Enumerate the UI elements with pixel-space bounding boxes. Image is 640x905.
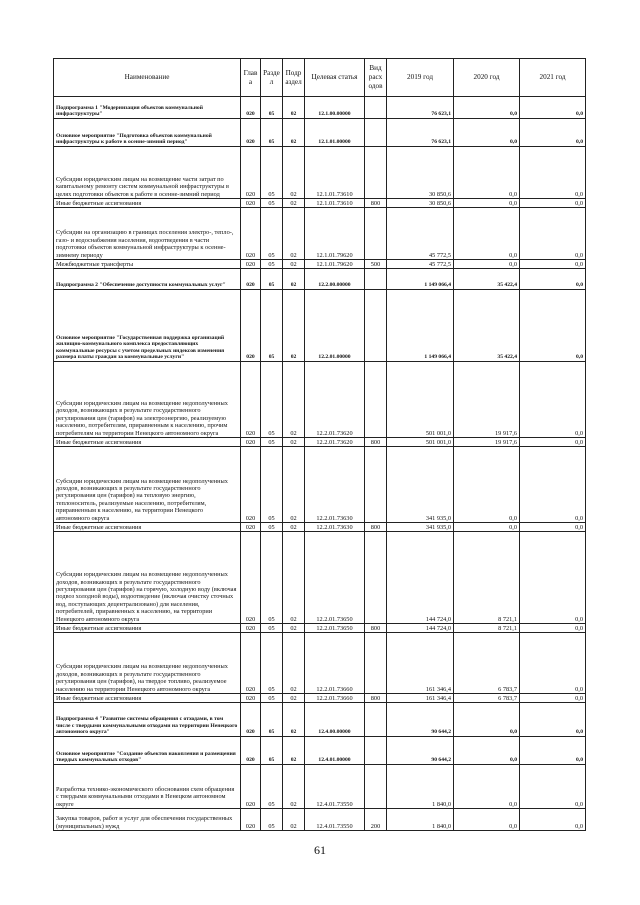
amount-2020-cell: 0,0 [454, 260, 520, 269]
amount-2019-cell: 501 001,0 [387, 362, 454, 438]
razdel-cell: 05 [261, 624, 283, 633]
razdel-cell: 05 [261, 809, 283, 831]
amount-2019-cell: 30 850,6 [387, 147, 454, 199]
amount-2021-cell: 0,0 [520, 438, 586, 447]
amount-2021-cell: 0,0 [520, 523, 586, 532]
glava-cell: 020 [241, 438, 261, 447]
amount-2019-cell: 90 644,2 [387, 703, 454, 737]
target-article-cell: 12.1.00.00000 [305, 97, 365, 119]
amount-2020-cell: 6 783,7 [454, 633, 520, 694]
amount-2021-cell: 0,0 [520, 809, 586, 831]
table-row [54, 523, 586, 532]
header-2019: 2019 год [387, 59, 454, 97]
razdel-cell: 05 [261, 208, 283, 260]
expense-type-cell [365, 633, 387, 694]
podrazdel-cell: 02 [283, 269, 305, 290]
amount-2020-cell: 0,0 [454, 208, 520, 260]
amount-2019-cell: 144 724,0 [387, 624, 454, 633]
glava-cell: 020 [241, 199, 261, 208]
razdel-cell: 05 [261, 260, 283, 269]
name-cell: Основное мероприятие "Подготовка объектов коммунальной инфраструктуры к работе в осенне-зимний период" [54, 119, 241, 147]
glava-cell: 020 [241, 624, 261, 633]
header-expense-type: Вид расх одов [365, 59, 387, 97]
table-row [54, 147, 586, 199]
amount-2020-cell: 35 422,4 [454, 269, 520, 290]
razdel-cell: 05 [261, 269, 283, 290]
podrazdel-cell: 02 [283, 523, 305, 532]
razdel-cell: 05 [261, 765, 283, 809]
target-article-cell: 12.2.01.73630 [305, 447, 365, 523]
amount-2021-cell: 0,0 [520, 737, 586, 765]
glava-cell: 020 [241, 269, 261, 290]
amount-2020-cell: 0,0 [454, 199, 520, 208]
amount-2020-cell: 19 917,6 [454, 438, 520, 447]
razdel-cell: 05 [261, 703, 283, 737]
header-name: Наименование [54, 59, 241, 97]
table-header-row [54, 59, 586, 97]
podrazdel-cell: 02 [283, 97, 305, 119]
amount-2021-cell: 0,0 [520, 97, 586, 119]
name-cell: Субсидии юридическим лицам на возмещение недополученных доходов, возникающих в результате государственного регулирования цен (тарифов), на твердое топливо, реализуемое населению на территории Ненецкого автономного округа [54, 633, 241, 694]
table-row [54, 438, 586, 447]
expense-type-cell [365, 290, 387, 362]
expense-type-cell [365, 765, 387, 809]
podrazdel-cell: 02 [283, 438, 305, 447]
glava-cell: 020 [241, 147, 261, 199]
expense-type-cell [365, 147, 387, 199]
razdel-cell: 05 [261, 147, 283, 199]
amount-2019-cell: 90 644,2 [387, 737, 454, 765]
amount-2021-cell: 0,0 [520, 260, 586, 269]
target-article-cell: 12.2.01.73660 [305, 633, 365, 694]
amount-2019-cell: 30 850,6 [387, 199, 454, 208]
target-article-cell: 12.1.01.00000 [305, 119, 365, 147]
table-row [54, 532, 586, 624]
target-article-cell: 12.4.01.73550 [305, 809, 365, 831]
table-row [54, 269, 586, 290]
razdel-cell: 05 [261, 438, 283, 447]
amount-2020-cell: 0,0 [454, 97, 520, 119]
amount-2021-cell: 0,0 [520, 703, 586, 737]
glava-cell: 020 [241, 523, 261, 532]
amount-2020-cell: 19 917,6 [454, 362, 520, 438]
podrazdel-cell: 02 [283, 703, 305, 737]
table-body [54, 97, 586, 831]
podrazdel-cell: 02 [283, 737, 305, 765]
name-cell: Иные бюджетные ассигнования [54, 438, 241, 447]
name-cell: Субсидии юридическим лицам на возмещение недополученных доходов, возникающих в результате государственного регулирования цен (тарифов) на горячую, холодную воду (включая подвоз холодной воды), водоотведение (включая очистку сточных вод, поступающих децентрализовано) для населения, потребителей, приравненных к населению, на территории Ненецкого автономного округа [54, 532, 241, 624]
amount-2019-cell: 45 772,5 [387, 260, 454, 269]
name-cell: Основное мероприятие "Государственная поддержка организаций жилищно-коммунального комплекса предоставляющих коммунальные ресурсы с учетом предельных индексов изменения размера платы граждан за коммунальные услуги" [54, 290, 241, 362]
name-cell: Подпрограмма 1 "Модернизация объектов коммунальной инфраструктуры" [54, 97, 241, 119]
razdel-cell: 05 [261, 523, 283, 532]
expense-type-cell [365, 119, 387, 147]
amount-2021-cell: 0,0 [520, 269, 586, 290]
amount-2021-cell: 0,0 [520, 208, 586, 260]
table-row [54, 765, 586, 809]
name-cell: Иные бюджетные ассигнования [54, 199, 241, 208]
table-row [54, 97, 586, 119]
expense-type-cell [365, 362, 387, 438]
amount-2020-cell: 0,0 [454, 523, 520, 532]
expense-type-cell [365, 703, 387, 737]
amount-2019-cell: 76 623,1 [387, 97, 454, 119]
amount-2021-cell: 0,0 [520, 624, 586, 633]
expense-type-cell [365, 97, 387, 119]
expense-type-cell: 500 [365, 260, 387, 269]
amount-2021-cell: 0,0 [520, 765, 586, 809]
podrazdel-cell: 02 [283, 532, 305, 624]
budget-table [53, 58, 586, 831]
header-razdel: Разде л [261, 59, 283, 97]
amount-2020-cell: 0,0 [454, 703, 520, 737]
table-row [54, 208, 586, 260]
name-cell: Иные бюджетные ассигнования [54, 624, 241, 633]
header-target-article: Целевая статья [305, 59, 365, 97]
glava-cell: 020 [241, 809, 261, 831]
table-row [54, 447, 586, 523]
amount-2020-cell: 8 721,1 [454, 532, 520, 624]
glava-cell: 020 [241, 119, 261, 147]
target-article-cell: 12.1.01.73610 [305, 199, 365, 208]
podrazdel-cell: 02 [283, 260, 305, 269]
amount-2020-cell: 0,0 [454, 809, 520, 831]
razdel-cell: 05 [261, 119, 283, 147]
amount-2021-cell: 0,0 [520, 447, 586, 523]
amount-2021-cell: 0,0 [520, 633, 586, 694]
amount-2021-cell: 0,0 [520, 532, 586, 624]
amount-2020-cell: 8 721,1 [454, 624, 520, 633]
target-article-cell: 12.2.01.73650 [305, 532, 365, 624]
expense-type-cell [365, 447, 387, 523]
amount-2020-cell: 0,0 [454, 147, 520, 199]
amount-2019-cell: 1 149 066,4 [387, 290, 454, 362]
amount-2021-cell: 0,0 [520, 694, 586, 703]
razdel-cell: 05 [261, 532, 283, 624]
glava-cell: 020 [241, 447, 261, 523]
razdel-cell: 05 [261, 290, 283, 362]
podrazdel-cell: 02 [283, 208, 305, 260]
name-cell: Основное мероприятие "Создание объектов накопления и размещения твердых коммунальных отходов" [54, 737, 241, 765]
expense-type-cell [365, 737, 387, 765]
table-row [54, 290, 586, 362]
table-row [54, 199, 586, 208]
name-cell: Подпрограмма 4 "Развитие системы обращения с отходами, в том числе с твердыми коммунальными отходами на территории Ненецкого автономного округа" [54, 703, 241, 737]
target-article-cell: 12.2.00.00000 [305, 269, 365, 290]
name-cell: Межбюджетные трансферты [54, 260, 241, 269]
target-article-cell: 12.2.01.73650 [305, 624, 365, 633]
table-row [54, 737, 586, 765]
name-cell: Субсидии на организацию в границах поселения электро-, тепло-, газо- и водоснабжения населения, водоотведения в части подготовки объектов коммунальной инфраструктуры к осенне-зимнему периоду [54, 208, 241, 260]
page-number: 61 [314, 843, 326, 857]
target-article-cell: 12.1.01.79620 [305, 208, 365, 260]
name-cell: Иные бюджетные ассигнования [54, 694, 241, 703]
podrazdel-cell: 02 [283, 809, 305, 831]
amount-2019-cell: 1 840,0 [387, 765, 454, 809]
header-2021: 2021 год [520, 59, 586, 97]
name-cell: Субсидии юридическим лицам на возмещение части затрат по капитальному ремонту систем коммунальной инфраструктуры в целях подготовки объектов к работе в осенне-зимний период [54, 147, 241, 199]
amount-2019-cell: 341 935,0 [387, 447, 454, 523]
amount-2019-cell: 341 935,0 [387, 523, 454, 532]
target-article-cell: 12.1.01.73610 [305, 147, 365, 199]
header-glava: Глав а [241, 59, 261, 97]
podrazdel-cell: 02 [283, 362, 305, 438]
podrazdel-cell: 02 [283, 119, 305, 147]
expense-type-cell [365, 208, 387, 260]
table-row [54, 633, 586, 694]
table-row [54, 119, 586, 147]
podrazdel-cell: 02 [283, 199, 305, 208]
glava-cell: 020 [241, 737, 261, 765]
expense-type-cell: 800 [365, 523, 387, 532]
podrazdel-cell: 02 [283, 147, 305, 199]
expense-type-cell [365, 532, 387, 624]
amount-2019-cell: 161 346,4 [387, 633, 454, 694]
podrazdel-cell: 02 [283, 290, 305, 362]
target-article-cell: 12.2.01.00000 [305, 290, 365, 362]
table-row [54, 260, 586, 269]
target-article-cell: 12.2.01.73660 [305, 694, 365, 703]
amount-2020-cell: 0,0 [454, 447, 520, 523]
target-article-cell: 12.2.01.73620 [305, 438, 365, 447]
expense-type-cell: 800 [365, 438, 387, 447]
target-article-cell: 12.4.01.73550 [305, 765, 365, 809]
razdel-cell: 05 [261, 694, 283, 703]
podrazdel-cell: 02 [283, 694, 305, 703]
table-row [54, 694, 586, 703]
amount-2021-cell: 0,0 [520, 290, 586, 362]
amount-2019-cell: 1 840,0 [387, 809, 454, 831]
table-row [54, 362, 586, 438]
amount-2020-cell: 0,0 [454, 119, 520, 147]
razdel-cell: 05 [261, 633, 283, 694]
table-row [54, 624, 586, 633]
expense-type-cell: 800 [365, 199, 387, 208]
expense-type-cell [365, 269, 387, 290]
razdel-cell: 05 [261, 362, 283, 438]
amount-2021-cell: 0,0 [520, 119, 586, 147]
name-cell: Субсидии юридическим лицам на возмещение недополученных доходов, возникающих в результате государственного регулирования цен (тарифов) на электроэнергию, реализуемую населению, потребителям, приравненным к населению, прочим потребителям на территории Ненецкого автономного округа [54, 362, 241, 438]
glava-cell: 020 [241, 703, 261, 737]
table-row [54, 703, 586, 737]
amount-2021-cell: 0,0 [520, 362, 586, 438]
podrazdel-cell: 02 [283, 765, 305, 809]
amount-2019-cell: 45 772,5 [387, 208, 454, 260]
amount-2020-cell: 0,0 [454, 737, 520, 765]
razdel-cell: 05 [261, 199, 283, 208]
amount-2020-cell: 6 783,7 [454, 694, 520, 703]
target-article-cell: 12.2.01.73630 [305, 523, 365, 532]
glava-cell: 020 [241, 694, 261, 703]
header-podrazdel: Подр аздел [283, 59, 305, 97]
glava-cell: 020 [241, 290, 261, 362]
amount-2021-cell: 0,0 [520, 199, 586, 208]
glava-cell: 020 [241, 260, 261, 269]
podrazdel-cell: 02 [283, 624, 305, 633]
table-row [54, 809, 586, 831]
amount-2019-cell: 76 623,1 [387, 119, 454, 147]
target-article-cell: 12.4.00.00000 [305, 703, 365, 737]
razdel-cell: 05 [261, 97, 283, 119]
budget-table-sheet [53, 58, 585, 831]
expense-type-cell: 200 [365, 809, 387, 831]
amount-2020-cell: 0,0 [454, 765, 520, 809]
glava-cell: 020 [241, 765, 261, 809]
amount-2019-cell: 144 724,0 [387, 532, 454, 624]
target-article-cell: 12.4.01.00000 [305, 737, 365, 765]
amount-2020-cell: 35 422,4 [454, 290, 520, 362]
glava-cell: 020 [241, 633, 261, 694]
razdel-cell: 05 [261, 447, 283, 523]
expense-type-cell: 800 [365, 694, 387, 703]
glava-cell: 020 [241, 362, 261, 438]
target-article-cell: 12.1.01.79620 [305, 260, 365, 269]
amount-2019-cell: 501 001,0 [387, 438, 454, 447]
amount-2019-cell: 161 346,4 [387, 694, 454, 703]
glava-cell: 020 [241, 97, 261, 119]
amount-2021-cell: 0,0 [520, 147, 586, 199]
podrazdel-cell: 02 [283, 447, 305, 523]
name-cell: Субсидии юридическим лицам на возмещение недополученных доходов, возникающих в результате государственного регулирования цен (тарифов) на тепловую энергию, теплоноситель, реализуемые населению, потребителям, приравненным к населению, на территории Ненецкого автономного округа [54, 447, 241, 523]
name-cell: Разработка технико-экономического обоснования схем обращения с твердыми коммунальными отходами в Ненецком автономном округе [54, 765, 241, 809]
glava-cell: 020 [241, 532, 261, 624]
glava-cell: 020 [241, 208, 261, 260]
amount-2019-cell: 1 149 066,4 [387, 269, 454, 290]
razdel-cell: 05 [261, 737, 283, 765]
name-cell: Иные бюджетные ассигнования [54, 523, 241, 532]
header-2020: 2020 год [454, 59, 520, 97]
expense-type-cell: 800 [365, 624, 387, 633]
podrazdel-cell: 02 [283, 633, 305, 694]
target-article-cell: 12.2.01.73620 [305, 362, 365, 438]
name-cell: Подпрограмма 2 "Обеспечение доступности коммунальных услуг" [54, 269, 241, 290]
name-cell: Закупка товаров, работ и услуг для обеспечения государственных (муниципальных) нужд [54, 809, 241, 831]
